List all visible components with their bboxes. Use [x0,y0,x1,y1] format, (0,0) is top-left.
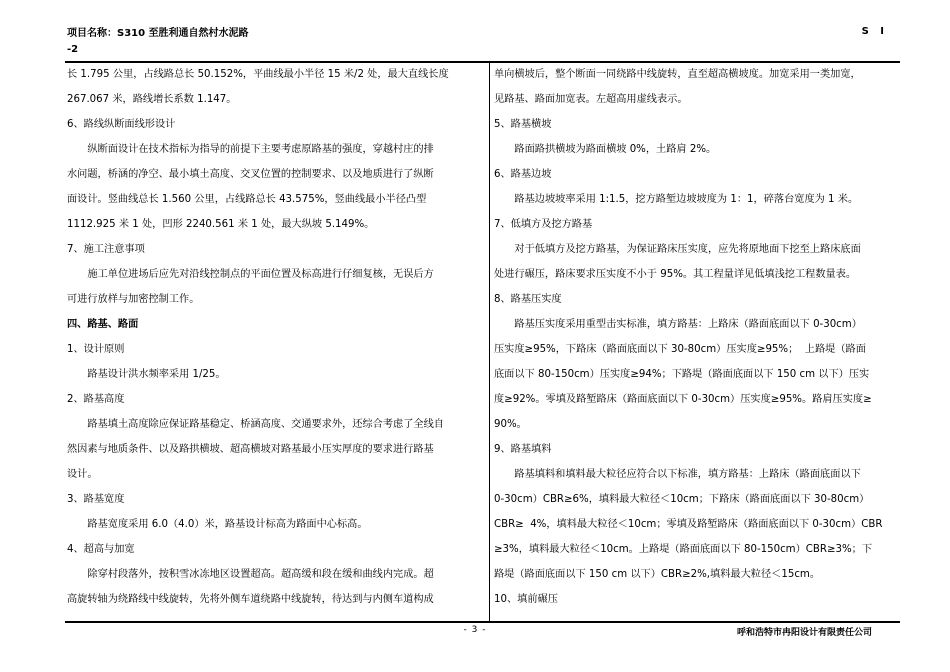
company-name: 呼和浩特市冉阳设计有限责任公司 [736,628,872,638]
text-line: 8、路基压实度 [494,294,562,305]
text-line: 90%。 [494,419,527,430]
text-line: 1、设计原则 [67,344,125,355]
text-line: 见路基、路面加宽表。左超高用虚线表示。 [494,94,688,105]
text-line: 除穿村段落外，按积雪冰冻地区设置超高。超高缓和段在缓和曲线内完成。超 [87,569,434,580]
text-line: 5、路基横坡 [494,119,552,130]
text-line: 面设计。竖曲线总长 1.560 公里，占线路总长 43.575%，竖曲线最小半径凸型 [67,194,427,205]
text-line: 路基边坡坡率采用 1:1.5，挖方路堑边坡坡度为 1：1，碎落台宽度为 1 米。 [514,194,859,205]
text-line: 设计。 [67,469,98,480]
text-line: 四、路基、路面 [67,319,139,330]
text-line: 1112.925 米 1 处，凹形 2240.561 米 1 处，最大纵坡 5.149%。 [67,219,375,230]
text-line: 压实度≥95%，下路床（路面底面以下 30-80cm）压实度≥95%； 上路堤（路面 [494,344,866,355]
text-line: 高旋转轴为绕路线中线旋转，先将外侧车道绕路中线旋转，待达到与内侧车道构成 [67,594,434,605]
text-line: 3、路基宽度 [67,494,125,505]
text-line: 6、路基边坡 [494,169,552,180]
text-line: 底面以下 80-150cm）压实度≥94%；下路堤（路面底面以下 150 cm 以下）压实 [494,369,870,380]
text-line: 7、施工注意事项 [67,244,145,255]
text-line: 处进行碾压，路床要求压实度不小于 95%。其工程量详见低填浅挖工程数量表。 [494,269,857,280]
text-line: ≥3%，填料最大粒径＜10cm。上路堤（路面底面以下 80-150cm）CBR≥3%；下 [494,544,873,555]
text-line: 2、路基高度 [67,394,125,405]
document-code: S I [861,26,888,37]
text-line: 267.067 米，路线增长系数 1.147。 [67,94,237,105]
text-line: 然因素与地质条件、以及路拱横坡、超高横坡对路基最小压实厚度的要求进行路基 [67,444,434,455]
text-line: 路基填土高度除应保证路基稳定、桥涵高度、交通要求外，还综合考虑了全线自 [87,419,444,430]
left-column [67,62,481,612]
project-title-line2: -2 [67,44,79,55]
text-line: 6、路线纵断面线形设计 [67,119,176,130]
text-line: 度≥92%。零填及路堑路床（路面底面以下 0-30cm）压实度≥95%。路肩压实度≥ [494,394,872,405]
text-line: 0-30cm）CBR≥6%，填料最大粒径＜10cm；下路床（路面底面以下 30-80cm） [494,494,870,505]
text-line: 路堤（路面底面以下 150 cm 以下）CBR≥2%,填料最大粒径＜15cm。 [494,569,821,580]
text-line: 施工单位进场后应先对沿线控制点的平面位置及标高进行仔细复核，无误后方 [87,269,434,280]
text-line: 纵断面设计在技术指标为指导的前提下主要考虑原路基的强度，穿越村庄的排 [87,144,434,155]
project-title-line1: 项目名称：S310 至胜利通自然村水泥路 [67,28,249,39]
text-line: 路基宽度采用 6.0（4.0）米，路基设计标高为路面中心标高。 [87,519,368,530]
text-line: 路基压实度采用重型击实标准，填方路基：上路床（路面底面以下 0-30cm） [514,319,862,330]
right-column [494,62,900,612]
text-line: CBR≥ 4%，填料最大粒径＜10cm；零填及路堑路床（路面底面以下 0-30cm）CBR [494,519,883,530]
text-line: 长 1.795 公里，占线路总长 50.152%，平曲线最小半径 15 米/2 处，最大直线长度 [67,69,449,80]
text-line: 7、低填方及挖方路基 [494,219,593,230]
text-line: 可进行放样与加密控制工作。 [67,294,200,305]
text-line: 单向横坡后，整个断面一同绕路中线旋转，直至超高横坡度。加宽采用一类加宽， [494,69,861,80]
text-line: 4、超高与加宽 [67,544,135,555]
column-divider [489,63,490,621]
text-line: 路基填料和填料最大粒径应符合以下标准，填方路基：上路床（路面底面以下 [514,469,861,480]
text-line: 路面路拱横坡为路面横坡 0%，土路肩 2%。 [514,144,717,155]
text-line: 10、填前碾压 [494,594,558,605]
text-line: 水问题，桥涵的净空、最小填土高度、交叉位置的控制要求、以及地质进行了纵断 [67,169,434,180]
text-line: 路基设计洪水频率采用 1/25。 [87,369,226,380]
text-line: 9、路基填料 [494,444,552,455]
footer-rule [65,621,900,623]
text-line: 对于低填方及挖方路基，为保证路床压实度，应先将原地面下挖至上路床底面 [514,244,861,255]
project-title [67,26,249,58]
page-number: - 3 - [463,625,487,635]
